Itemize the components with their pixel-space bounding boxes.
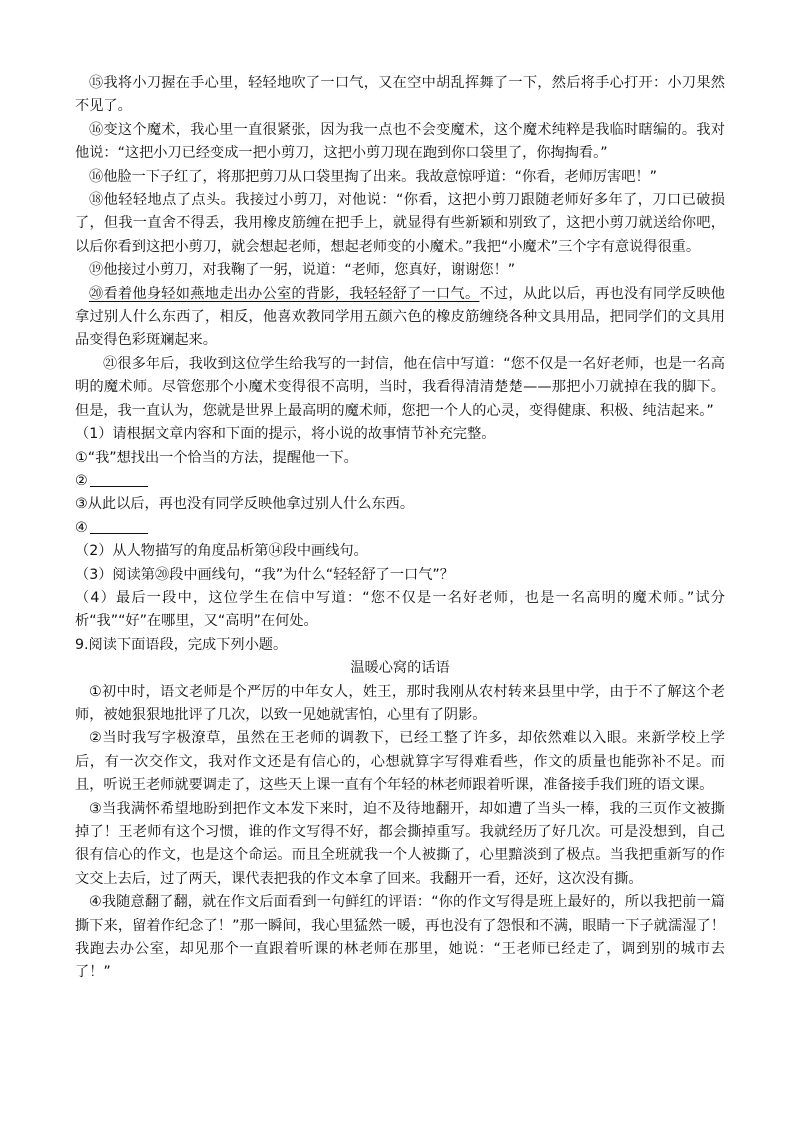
question-1: （1）请根据文章内容和下面的提示，将小说的故事情节补充完整。 [75,426,496,443]
paragraph-17: ⑯他脸一下子红了，将那把剪刀从口袋里掏了出来。我故意惊呼道：“你看，老师厉害吧！” [89,168,658,185]
question-1-item-2 [75,470,725,493]
section-9-heading: 9.阅读下面语段，完成下列小题。 [75,636,288,653]
question-1-item-1: ①“我”想找出一个恰当的方法，提醒他一下。 [75,449,358,466]
article-paragraph-4: ④我随意翻了翻，就在作文后面看到一句鲜红的评语：“你的作文写得是班上最好的，所以我把前一篇撕下来，留着作纪念了！”那一瞬间，我心里猛然一暖，再也没有了怨恨和不满，眼睛一下子就濡湿了！我跑去办公室，却见那个一直跟着听课的林老师在那里，她说：“王老师已经走了，调到别的城市去了！” [75,894,725,981]
paragraph-19: ⑲他接过小剪刀，对我鞠了一躬，说道：“老师，您真好，谢谢您！” [89,262,516,279]
question-1-item-4-label: ④ [75,519,88,536]
paragraph-20-rest: 不过，从此以后，再也没有同学反映他拿过别人什么东西了，相反，他喜欢教同学用五颜六色的橡皮筋缠绕各种文具用品，把同学们的文具用品变得色彩斑斓起来。 [75,285,725,349]
answer-blank-4 [90,519,148,534]
question-1-item-3: ③从此以后，再也没有同学反映他拿过别人什么东西。 [75,496,415,513]
article-title: 温暖心窝的话语 [350,660,450,677]
article-paragraph-2: ②当时我写字极潦草，虽然在王老师的调教下，已经工整了许多，却依然难以入眼。来新学校上学后，有一次交作文，我对作文还是有信心的，心想就算字写得难看些，作文的质量也能弥补不足。而且，听说王老师就要调走了，这些天上课一直有个年轻的林老师跟着听课，准备接手我们班的语文课。 [75,730,725,794]
article-paragraph-3: ③当我满怀希望地盼到把作文本发下来时，迫不及待地翻开，却如遭了当头一棒，我的三页作文被撕掉了！王老师有这个习惯，谁的作文写得不好，都会撕掉重写。我就经历了好几次。可是没想到，自己很有信心的作文，也是这个命运。而且全班就我一个人被撕了，心里黯淡到了极点。当我把重新写的作文交上去后，过了两天，课代表把我的作文本拿了回来。我翻开一看，还好，这次没有撕。 [75,800,725,887]
question-4: （4）最后一段中，这位学生在信中写道：“您不仅是一名好老师，也是一名高明的魔术师。”试分析“我”“好”在哪里，又“高明”在何处。 [75,589,725,630]
paragraph-18: ⑱他轻轻地点了点头。我接过小剪刀，对他说：“你看，这把小剪刀跟随老师好多年了，刀口已破损了，但我一直舍不得丢，我用橡皮筋缠在把手上，就显得有些新颖和别致了，这把小剪刀就送给你吧，以后你看到这把小剪刀，就会想起老师，想起老师变的小魔术。”我把“小魔术”三个字有意说得很重。 [75,192,725,255]
question-1-item-4 [75,517,725,540]
paragraph-21: ㉑很多年后，我收到这位学生给我写的一封信，他在信中写道：“您不仅是一名好老师，也是一名高明的魔术师。尽管您那个小魔术变得很不高明，当时，我看得清清楚楚——那把小刀就掉在我的脚下。但是，我一直认为，您就是世界上最高明的魔术师，您把一个人的心灵，变得健康、积极、纯洁起来。” [75,355,725,419]
paragraph-16: ⑯变这个魔术，我心里一直很紧张，因为我一点也不会变魔术，这个魔术纯粹是我临时瞎编的。我对他说：“这把小刀已经变成一把小剪刀，这把小剪刀现在跑到你口袋里了，你掏掏看。” [75,121,725,162]
document-content [75,72,725,985]
underlined-sentence-20: ⑳看着他身轻如燕地走出办公室的背影，我轻轻舒了一口气。 [89,285,480,302]
paragraph-15: ⑮我将小刀握在手心里，轻轻地吹了一口气，又在空中胡乱挥舞了一下，然后将手心打开：小刀果然不见了。 [75,75,725,115]
paragraph-20 [75,283,725,353]
question-2: （2）从人物描写的角度品析第⑭段中画线句。 [75,543,368,560]
question-1-item-2-label: ② [75,472,88,489]
question-3: （3）阅读第⑳段中画线句，“我”为什么“轻轻舒了一口气”？ [75,566,454,583]
answer-blank-2 [90,472,148,487]
article-paragraph-1: ①初中时，语文老师是个严厉的中年女人，姓王，那时我刚从农村转来县里中学，由于不了解这个老师，被她狠狠地批评了几次，以致一见她就害怕，心里有了阴影。 [75,683,725,723]
